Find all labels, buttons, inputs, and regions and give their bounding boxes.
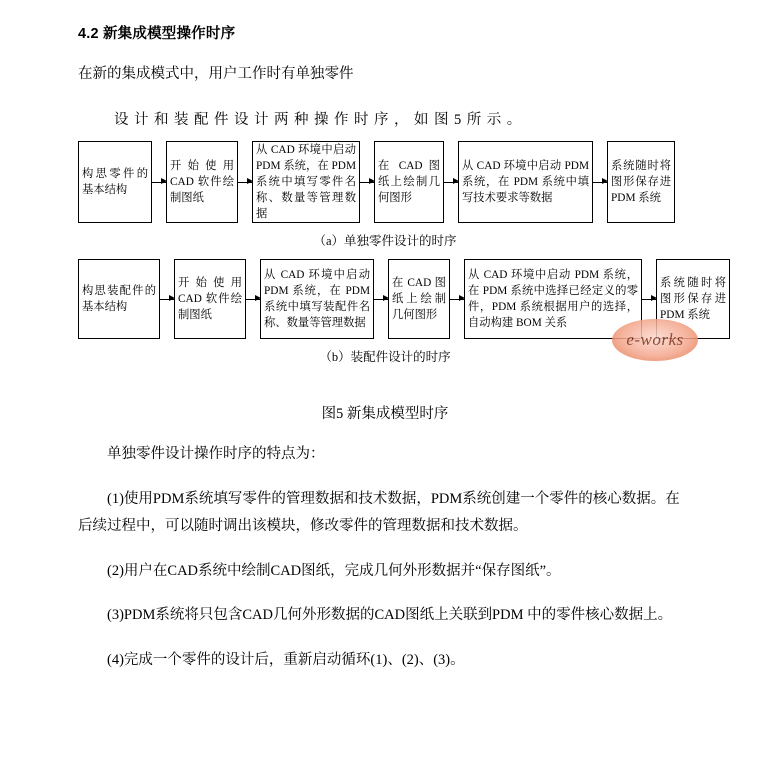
point-4: (4)完成一个零件的设计后，重新启动循环(1)、(2)、(3)。 bbox=[107, 652, 465, 669]
arrow-icon bbox=[246, 299, 260, 300]
flow-node bbox=[374, 141, 444, 223]
watermark-logo: e-works bbox=[612, 319, 698, 361]
arrow-icon bbox=[593, 182, 607, 183]
flow-node bbox=[464, 259, 642, 339]
arrow-icon bbox=[642, 299, 656, 300]
arrow-icon bbox=[238, 182, 252, 183]
flow-node bbox=[458, 141, 593, 223]
flow-caption-b: （b）装配件设计的时序 bbox=[319, 350, 451, 365]
flow-node-label: 开始使用 CAD 软件绘制图纸 bbox=[178, 277, 242, 322]
arrow-icon bbox=[152, 182, 166, 183]
arrow-icon bbox=[444, 182, 458, 183]
arrow-icon bbox=[450, 299, 464, 300]
point-2: (2)用户在CAD系统中绘制CAD图纸，完成几何外形数据并“保存图纸”。 bbox=[107, 562, 561, 579]
point-3: (3)PDM系统将只包含CAD几何外形数据的CAD图纸上关联到PDM 中的零件核心数据上。 bbox=[107, 607, 673, 624]
figure-caption: 图5 新集成模型时序 bbox=[321, 406, 449, 423]
flow-node bbox=[174, 259, 246, 339]
flow-node bbox=[78, 259, 160, 339]
flow-node bbox=[78, 141, 152, 223]
flow-node bbox=[388, 259, 450, 339]
flow-node-label: 在 CAD 图纸上绘制几何图形 bbox=[392, 277, 446, 322]
flow-caption-a: （a）单独零件设计的时序 bbox=[313, 234, 457, 249]
flowchart-figure bbox=[78, 141, 726, 376]
flow-node-label: 从 CAD 环境中启动 PDM 系统，在 PDM 系统中填写装配件名称、数量等管理数据 bbox=[264, 269, 370, 330]
flow-row-a bbox=[78, 141, 675, 223]
section-heading: 4.2 新集成模型操作时序 bbox=[78, 26, 236, 42]
flow-node-label: 从 CAD 环境中启动 PDM 系统，在 PDM 系统中填写技术要求等数据 bbox=[462, 160, 589, 205]
arrow-icon bbox=[374, 299, 388, 300]
flow-node bbox=[607, 141, 675, 223]
intro-paragraph: 在新的集成模式中，用户工作时有单独零件 bbox=[78, 66, 354, 82]
flow-node-label: 系统随时将图形保存进 PDM 系统 bbox=[611, 160, 671, 205]
flow-node-label: 在 CAD 图纸上绘制几何图形 bbox=[378, 160, 440, 205]
spread-line: 设计和装配件设计两种操作时序，如图5所示。 bbox=[114, 112, 527, 129]
flow-node bbox=[166, 141, 238, 223]
lead-in-paragraph: 单独零件设计操作时序的特点为： bbox=[107, 446, 325, 463]
flow-node-label: 系统随时将图形保存进 PDM 系统 bbox=[660, 277, 726, 322]
flow-node-label: 从 CAD 环境中启动 PDM 系统，在 PDM 系统中选择已经定义的零件，PDM 系统根据用户的选择，自动构建 BOM 关系 bbox=[468, 269, 638, 330]
flow-node-label: 开始使用 CAD 软件绘制图纸 bbox=[170, 160, 234, 205]
point-1: (1)使用PDM系统填写零件的管理数据和技术数据，PDM系统创建一个零件的核心数据。在后续过程中，可以随时调出该模块，修改零件的管理数据和技术数据。 bbox=[78, 491, 680, 534]
flow-node bbox=[252, 141, 360, 223]
flow-node bbox=[260, 259, 374, 339]
flow-node-label: 构思装配件的基本结构 bbox=[82, 285, 156, 314]
flow-node-label: 从 CAD 环境中启动 PDM 系统，在 PDM 系统中填写零件名称、数量等管理数据 bbox=[256, 144, 356, 221]
arrow-icon bbox=[360, 182, 374, 183]
document-page bbox=[0, 22, 770, 779]
arrow-icon bbox=[160, 299, 174, 300]
flow-node-label: 构思零件的基本结构 bbox=[82, 168, 148, 197]
